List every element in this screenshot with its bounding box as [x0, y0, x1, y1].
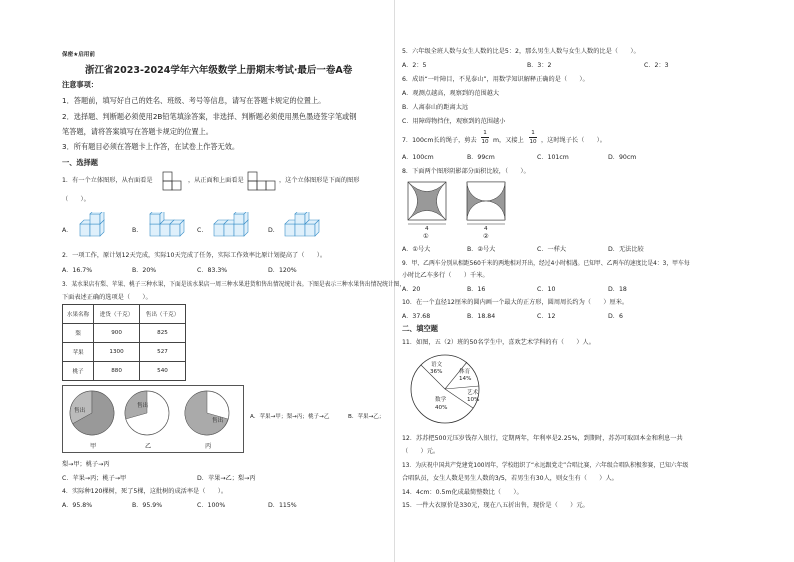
q3-option-a: A．苹果→甲；梨→丙；桃子→乙 — [250, 414, 330, 420]
q4-option-d: D．115% — [268, 502, 297, 509]
q7-text-a: 7．100cm长的绳子，剪去 — [402, 137, 477, 144]
q9-option-a: A．20 — [402, 286, 421, 293]
q10-option-b: B．18.84 — [467, 313, 496, 320]
q7-option-b: B．99cm — [467, 154, 495, 161]
q3-text-2: 下面表述正确的选项是（ ）。 — [62, 294, 152, 301]
pie-slice-label: 数学 — [435, 397, 447, 403]
q2-option-d: D．120% — [268, 267, 297, 274]
q5-option-b: B．3：2 — [527, 62, 552, 69]
table-row — [63, 362, 186, 381]
table-cell: 900 — [94, 324, 140, 343]
q5-option-c: C．2：3 — [644, 62, 669, 69]
q11-text: 11．如图，五（2）班的50名学生中，喜欢艺术学科的有（ ）人。 — [402, 339, 595, 346]
q1-blank: （ ）。 — [62, 196, 90, 203]
q7-frac1-den: 10 — [481, 139, 489, 145]
q7-frac2-num: 1 — [529, 130, 537, 138]
pie-slice-pct: 40% — [435, 405, 448, 411]
note-line: 3．所有题目必须在答题卡上作答，在试卷上作答无效。 — [62, 142, 240, 151]
table-cell: 540 — [140, 362, 186, 381]
q1-text-a: 1．有一个立体图形，从右面看是 — [62, 177, 153, 184]
table-header: 水果名称 — [63, 305, 94, 324]
page-title: 浙江省2023-2024学年六年级数学上册期末考试·最后一卷A卷 — [85, 65, 353, 76]
q1-option-b-label: B. — [132, 227, 139, 234]
q7-option-c: C．101cm — [537, 154, 569, 161]
pie-name: 丙 — [205, 443, 212, 450]
table-row — [63, 324, 186, 343]
section-heading: 二、填空题 — [402, 324, 438, 333]
q1-option-d-label: D. — [268, 227, 275, 234]
pie-slice-pct: 14% — [459, 376, 472, 382]
q8-text: 8．下面两个图形阴影部分面积比较，（ ）。 — [402, 168, 530, 175]
figure-1-dim: 4 — [425, 226, 429, 232]
q1-option-a-label: A. — [62, 227, 69, 234]
pie-slice-label: 艺术 — [467, 390, 479, 396]
section-heading: 一、选择题 — [62, 158, 98, 167]
q13-text-2: 合唱队员，女生人数是男生人数的3/5，若男生有30人，则女生有（ ）人。 — [402, 475, 618, 482]
q6-text: 6．成语“一叶障目，不见泰山”，用数学知识解释正确的是（ ）。 — [402, 76, 589, 83]
fruit-table — [62, 304, 186, 381]
q8-option-c: C．一样大 — [537, 246, 567, 253]
cube-option-a — [76, 212, 118, 238]
q4-option-b: B．95.9% — [132, 502, 163, 509]
front-top-view-figure — [245, 171, 277, 191]
q3-option-c: C．苹果→丙；桃子→甲 — [62, 475, 127, 482]
q15-text: 15．一件大衣原价是330元，现在八五折出售，现价是（ ）元。 — [402, 502, 589, 509]
cube-option-c — [210, 212, 252, 238]
q5-text: 5．六年级全班人数与女生人数的比是5：2，那么男生人数与女生人数的比是（ ）。 — [402, 48, 640, 55]
q4-option-c: C．100% — [197, 502, 226, 509]
table-row — [63, 343, 186, 362]
q8-option-b: B．②号大 — [467, 246, 496, 253]
q12-text: 12．苏苏把500元压岁钱存入银行，定期两年，年利率是2.25%，到期时，苏苏可取回本金和利息一共 — [402, 435, 683, 442]
q1-option-c-label: C. — [197, 227, 204, 234]
q13-text: 13．为庆祝中国共产党建党100周年，学校组织了“永远跟党走”合唱比赛，六年级合唱队积极参赛，已知六年级 — [402, 462, 689, 469]
q6-option-a: A．观测点越高，观察到的范围越大 — [402, 90, 500, 97]
cube-option-b — [146, 212, 188, 238]
q1-text-c: ，这个立体图形是下面的图形 — [279, 177, 360, 184]
notes-title: 注意事项： — [62, 80, 98, 89]
table-cell: 880 — [94, 362, 140, 381]
figure-2 — [467, 182, 505, 224]
q9-text: 9．甲、乙两车分别从相距560千米的两地相对开出，经过4小时相遇。已知甲、乙两车的速度比是4：3，甲车每 — [402, 260, 690, 267]
q10-option-c: C．12 — [537, 313, 556, 320]
pie-bing — [185, 391, 229, 435]
pie-yi — [125, 391, 169, 435]
q10-option-d: D．6 — [608, 313, 623, 320]
table-cell: 1300 — [94, 343, 140, 362]
q4-text: 4．实际种120棵树，死了5棵，这批树的成活率是（ ）。 — [62, 488, 228, 495]
table-header: 售出（千克） — [140, 305, 186, 324]
pie-label: 售出 — [212, 418, 224, 424]
secret-label: 保密★启用前 — [62, 52, 95, 58]
q3-text: 3．某水果店有梨、苹果、桃子三种水果，下面是该水果店一周三种水果进货和售出情况统计表。下图是表示三种水果售出情况统计图， — [62, 281, 406, 288]
pie-label: 售出 — [137, 403, 149, 409]
cube-option-d — [281, 212, 323, 238]
q1-text-b: ，从正面和上面看是 — [188, 177, 244, 184]
q9-option-d: D．18 — [608, 286, 627, 293]
pie-name: 乙 — [145, 443, 152, 450]
q2-text: 2．一项工作，原计划12天完成，实际10天完成了任务，实际工作效率比原计划提高了（ ）。 — [62, 252, 327, 259]
table-cell: 梨 — [63, 324, 94, 343]
note-line: 1．答题前，填写好自己的姓名、班级、考号等信息，请写在答题卡规定的位置上。 — [62, 96, 326, 105]
q7-text-c: ，这时绳子长（ ）。 — [541, 137, 606, 144]
q9-option-b: B．16 — [467, 286, 486, 293]
q5-option-a: A．2：5 — [402, 62, 427, 69]
q7-option-a: A．100cm — [402, 154, 434, 161]
right-view-figure — [160, 171, 186, 191]
q2-option-c: C．83.3% — [197, 267, 228, 274]
q8-option-d: D．无法比较 — [608, 246, 644, 253]
q9-option-c: C．10 — [537, 286, 556, 293]
note-line: 笔答题，请将答案填写在答题卡规定的位置上。 — [62, 127, 213, 136]
q3-option-b-cont: 梨→甲；桃子→丙 — [62, 461, 110, 468]
table-cell: 苹果 — [63, 343, 94, 362]
pie-slice-label: 体育 — [459, 369, 471, 375]
q3-option-b: B．苹果→乙； — [348, 414, 385, 420]
q7-frac2-den: 10 — [529, 139, 537, 145]
q2-option-b: B．20% — [132, 267, 157, 274]
table-cell: 825 — [140, 324, 186, 343]
right-column — [397, 0, 794, 562]
q7-text-b: m，又接上 — [493, 137, 524, 144]
q10-option-a: A．37.68 — [402, 313, 431, 320]
q7-frac1-num: 1 — [481, 130, 489, 138]
q7-option-d: D．90cm — [608, 154, 637, 161]
table-cell: 桃子 — [63, 362, 94, 381]
table-cell: 527 — [140, 343, 186, 362]
q9-text-2: 小时比乙车多行（ ）千米。 — [402, 272, 489, 279]
figure-1 — [408, 182, 446, 224]
q8-figures — [405, 180, 515, 236]
pie-name: 甲 — [90, 443, 97, 450]
table-header: 进货（千克） — [94, 305, 140, 324]
q3-option-d: D．苹果→乙；梨→丙 — [197, 475, 256, 482]
pie-slice-label: 语文 — [431, 362, 443, 368]
figure-2-dim: 4 — [484, 226, 488, 232]
pie-label: 售出 — [74, 408, 86, 414]
q14-text: 14．4cm：0.5m化成最简整数比（ ）。 — [402, 489, 523, 496]
figure-1-label: ① — [423, 233, 429, 240]
q8-option-a: A．①号大 — [402, 246, 431, 253]
q6-option-b: B．人离泰山的距离太远 — [402, 104, 469, 111]
q4-option-a: A．95.8% — [62, 502, 93, 509]
q2-option-a: A．16.7% — [62, 267, 93, 274]
q10-text: 10．在一个直径12厘米的圆内画一个最大的正方形，圆周周长约为（ ）厘米。 — [402, 299, 629, 306]
q12-text-2: （ ）元。 — [402, 448, 440, 455]
q11-pie-chart — [407, 352, 487, 426]
pie-slice-pct: 10% — [467, 397, 480, 403]
figure-2-label: ② — [483, 233, 489, 240]
q6-option-c: C．用障碍物挡住，观察到的范围越小 — [402, 118, 506, 125]
pie-slice-pct: 36% — [430, 369, 443, 375]
note-line: 2．选择题、判断题必须使用2B铅笔填涂答案，非选择、判断题必须使用黑色墨迹签字笔或钢 — [62, 112, 357, 121]
